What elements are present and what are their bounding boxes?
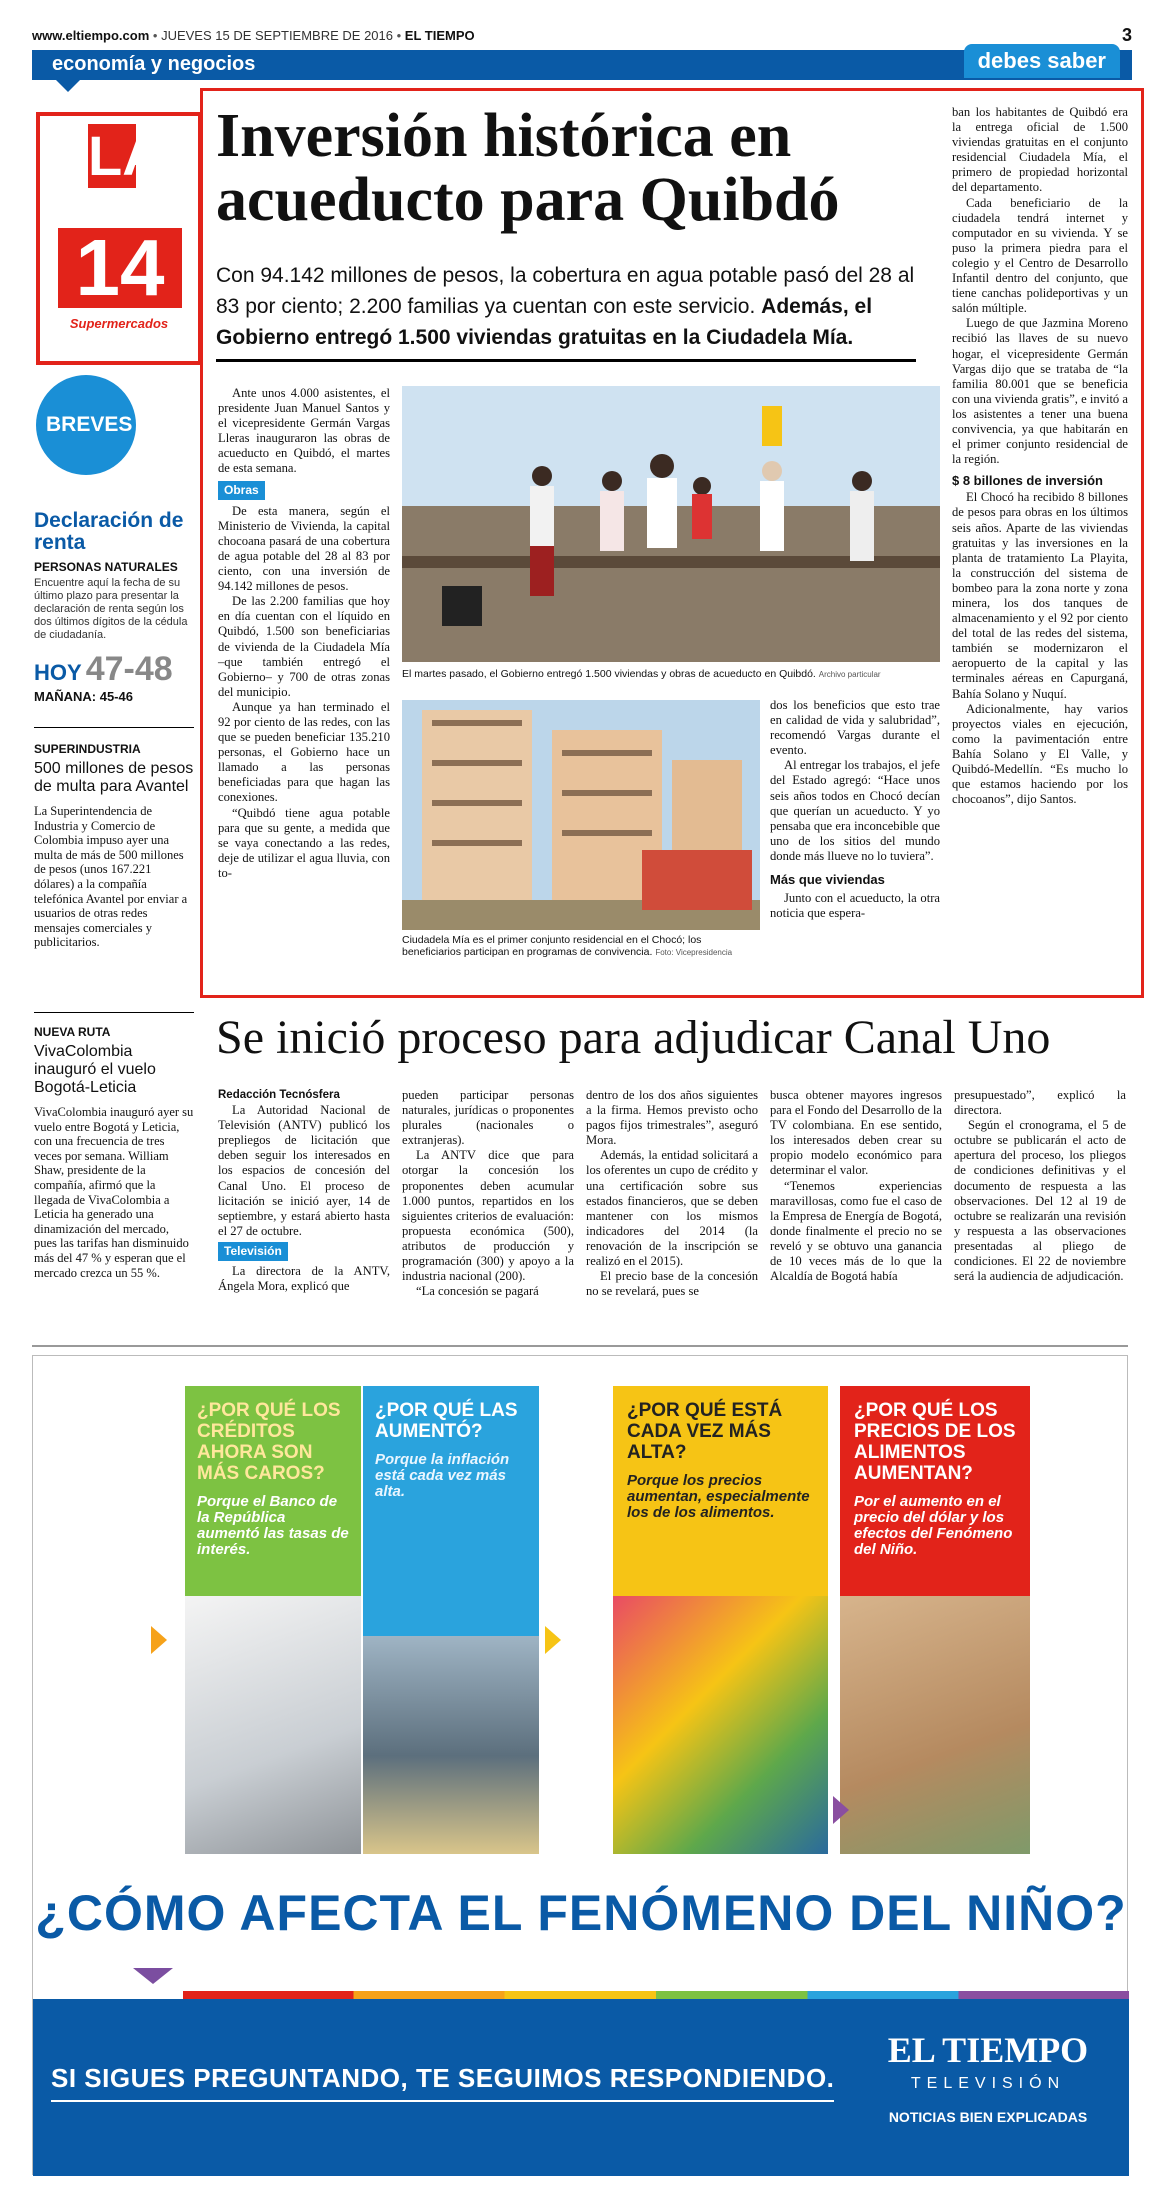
paragraph: “Tenemos experiencias maravillosas, como fue el caso de la Empresa de Energía de Bogotá, donde finalmente el precio no se reveló y se obtuvo una ganancia de 10 veces más de lo que la Alcaldía de Bogotá había [770,1178,942,1284]
ad-panel-3 [613,1386,828,1854]
divider [32,1345,1128,1347]
manana-value: MAÑANA: 45-46 [34,689,133,704]
paragraph: El precio base de la concesión no se revelará, pues se [586,1269,758,1299]
ad-question: ¿POR QUÉ ESTÁ CADA VEZ MÁS ALTA? [627,1400,783,1463]
ad-slogan: SI SIGUES PREGUNTANDO, TE SEGUIMOS RESPONDIENDO. [51,2063,834,2102]
event-photo[interactable] [402,386,940,662]
byline: Redacción Tecnósfera [218,1089,340,1101]
main-col-3 [770,698,940,921]
breves-label: BREVES [46,413,133,436]
caption-credit: Foto: Vicepresidencia [655,948,733,957]
brief-text: La Superintendencia de Industria y Comercio de Colombia impuso ayer una multa de más de 500 millones de pesos (unos 167.221 dólares) a la compañía telefónica Avantel por enviar a usuarios de otras redes mensajes comerciales y publicitarios. [34,804,188,950]
ad-answer: Porque los precios aumentan, especialmente los de los alimentos. [627,1472,810,1521]
section-right-tab[interactable]: debes saber [964,44,1120,78]
building-photo-illustration [402,700,760,930]
section-bar [32,50,1132,80]
second-col-4 [770,1088,942,1284]
divider [34,727,194,728]
deck-bold: Además, el Gobierno entregó 1.500 viviendas gratuitas en la Ciudadela Mía. [216,295,873,349]
worried-man-image [363,1636,539,1854]
el-tiempo-tv: TELEVISIÓN [910,2075,1066,2092]
logo-la: LA [88,124,163,187]
ad-big-question: ¿CÓMO AFECTA EL FENÓMENO DEL NIÑO? [35,1885,1127,1941]
issue-date: JUEVES 15 DE SEPTIEMBRE DE 2016 [161,28,393,43]
paragraph: Adicionalmente, hay varios proyectos viales en ejecución, como la pavimentación entre Bahía Solano y El Valle, y Quibdó-Medellín. “Es mucho lo que estamos haciendo por los chocoanos”, dijo Santos. [952,701,1128,807]
paragraph: La ANTV dice que para otorgar la concesión los proponentes deben acumular 1.000 puntos, repartidos en los siguientes criterios de evaluación: propuesta económica (500), atributos de producción y programación (300) y apoyo a la industria nacional (200). [402,1148,574,1284]
paragraph: presupuestado”, explicó la directora. [954,1088,1126,1118]
event-photo-illustration [402,386,940,662]
ad-panel-4 [840,1386,1030,1854]
ad-tagline: NOTICIAS BIEN EXPLICADAS [888,2109,1088,2125]
hoy-value: 47-48 [85,650,173,688]
ad-answer: Porque la inflación está cada vez más alta. [375,1451,510,1500]
hoy-label: HOY [34,660,82,685]
brand-name: EL TIEMPO [404,28,475,43]
paragraph: “Quibdó tiene agua potable para que su gente, a medida que se vaya conectando a las redes, deje de utilizar el agua lluvia, con to- [218,805,390,880]
arrow-icon [545,1626,561,1654]
ad-panel-1 [185,1386,361,1854]
building-photo[interactable] [402,700,760,930]
section-pointer [56,80,80,92]
main-col-4 [952,105,1128,807]
sponsor-logo[interactable] [36,112,202,365]
brief-kicker: NUEVA RUTA [34,1025,111,1039]
paragraph: dentro de los dos años siguientes a la firma. Hemos previsto ocho pagos fijos trimestrales”, aseguró Mora. [586,1088,758,1148]
deck-light: Con 94.142 millones de pesos, la cobertura en agua potable pasó del 28 al 83 por ciento; 2.200 familias ya cuentan con este servicio. [216,264,915,318]
main-headline: Inversión histórica en acueducto para Quibdó [216,102,840,234]
divider [34,1012,194,1013]
brief-title: 500 millones de pesos de multa para Avantel [34,760,194,795]
brief-text: Encuentre aquí la fecha de su último plazo para presentar la declaración de renta según los dos últimos dígitos de la cédula de ciudadanía. [34,577,188,641]
advertisement[interactable] [32,1355,1128,2175]
brief-title: VivaColombia inauguró el vuelo Bogotá-Leticia [34,1043,156,1096]
logo-14: 14 [58,228,182,308]
top-strip: www.eltiempo.com • JUEVES 15 DE SEPTIEMBRE DE 2016 • EL TIEMPO 3 [32,25,1132,45]
breves-badge [36,375,136,475]
page-number: 3 [1121,25,1132,45]
second-headline: Se inició proceso para adjudicar Canal Uno [216,1011,1051,1064]
second-col-5 [954,1088,1126,1284]
topic-tag[interactable]: Obras [218,481,265,500]
food-image [613,1596,828,1854]
main-deck [216,260,916,362]
paragraph: Cada beneficiario de la ciudadela tendrá internet y computador en su vivienda. Y se puso la primera piedra para el colegio y el Centro de Desarrollo Infantil dentro del conjunto, que tiene canchas polideportivas y un salón múltiple. [952,195,1128,316]
ad-panel-2 [363,1386,539,1854]
site-url[interactable]: www.eltiempo.com [32,28,150,43]
calculator-image [185,1596,361,1854]
arrow-icon [833,1796,849,1824]
logo-subtitle: Supermercados [69,316,169,331]
paragraph: Aunque ya han terminado el 92 por ciento de las redes, con las que se pueden beneficiar 135.210 personas, el Gobierno hace un llamado a las personas beneficiadas para que hagan las conexiones. [218,699,390,805]
color-stripe [183,1991,1129,1999]
paragraph: Además, la entidad solicitará a los oferentes un cupo de crédito y una certificación sobre sus estados financieros, que se deben mantener con los mismos indicadores del 2014 (la renovación de la inscripción se realizó en el 2015). [586,1148,758,1269]
pointer-icon [133,1968,173,1984]
dry-land-image [840,1596,1030,1854]
el-tiempo-logo[interactable]: EL TIEMPO [887,2030,1089,2070]
brief-viva [34,1025,194,1280]
ad-question: ¿POR QUÉ LOS CRÉDITOS AHORA SON MÁS CAROS? [197,1400,341,1484]
paragraph: Al entregar los trabajos, el jefe del Estado agregó: “Hace unos seis años todos en Chocó decían que querían un acueducto. Y yo pensaba que era inconcebible que uno de los sitios del mundo donde más llueve no lo tuviera”. [770,758,940,863]
paragraph: pueden participar personas naturales, jurídicas o proponentes plurales (nacionales o extranjeras). [402,1088,574,1148]
paragraph: Ante unos 4.000 asistentes, el presidente Juan Manuel Santos y el vicepresidente Germán Vargas Lleras inauguraron las obras de acueducto en Quibdó, el martes de esta semana. [218,386,390,476]
brief-kicker: SUPERINDUSTRIA [34,742,141,756]
brief-text: VivaColombia inauguró ayer su vuelo entre Bogotá y Leticia, con una frecuencia de tres veces por semana. William Shaw, presidente de la compañía, afirmó que la llegada de VivaColombia a Leticia ha generado una dinamización del mercado, pues las tarifas han disminuido más del 47 % y esperan que el mercado crezca un 55 %. [34,1105,194,1280]
ad-answer: Porque el Banco de la República aumentó las tasas de interés. [197,1493,349,1558]
caption-text: Ciudadela Mía es el primer conjunto residencial en el Chocó; los beneficiarios participan en programas de convivencia. [402,934,702,958]
paragraph: La directora de la ANTV, Ángela Mora, explicó que [218,1264,390,1294]
brief-avantel [34,742,194,950]
ad-answer: Por el aumento en el precio del dólar y los efectos del Fenómeno del Niño. [854,1493,1013,1558]
brief-renta [34,510,194,704]
ad-footer [33,1999,1129,2176]
caption-credit: Archivo particular [818,670,881,679]
paragraph: De esta manera, según el Ministerio de Vivienda, la capital chocoana pasará de una cobertura de agua potable del 28 al 83 por ciento, con una inversión de 94.142 millones de pesos. [218,503,390,594]
arrow-icon [151,1626,167,1654]
paragraph: “La concesión se pagará [416,1284,539,1299]
subhead: $ 8 billones de inversión [952,473,1103,489]
paragraph: Junto con el acueducto, la otra noticia que espera- [770,891,940,921]
section-title[interactable]: economía y negocios [52,53,256,75]
photo-caption-2 [402,934,760,959]
paragraph: dos los beneficios que esto trae en calidad de vida y salubridad”, recomendó Vargas durante el evento. [770,698,940,758]
main-col-1 [218,386,390,881]
paragraph: Según el cronograma, el 5 de octubre se publicarán el acto de apertura del proceso, los pliegos de condiciones definitivas y el documento de respuesta a las observaciones. Del 12 al 19 de octubre se realizarán una revisión y respuesta a las observaciones presentadas al pliego de condiciones. El 22 de noviembre será la audiencia de adjudicación. [954,1118,1126,1284]
caption-text: El martes pasado, el Gobierno entregó 1.500 viviendas y obras de acueducto en Quibdó. [402,668,816,680]
paragraph: La Autoridad Nacional de Televisión (ANTV) publicó los prepliegos de licitación que deben seguir los interesados en los espacios de concesión del Canal Uno. El proceso de licitación se inició ayer, 14 de septiembre, y estará abierto hasta el 27 de octubre. [218,1103,390,1238]
paragraph: busca obtener mayores ingresos para el Fondo del Desarrollo de la TV colombiana. En ese sentido, los interesados deben crear su propio modelo económico para determinar el valor. [770,1088,942,1178]
ad-question: ¿POR QUÉ LOS PRECIOS DE LOS ALIMENTOS AUMENTAN? [854,1400,1016,1484]
paragraph: De las 2.200 familias que hoy en día cuentan con el líquido en Quibdó, 1.500 son beneficiarias de vivienda de la Ciudadela Mía –que también entregó el Gobierno– y 700 de otras zonas del municipio. [218,594,390,699]
subhead: Más que viviendas [770,872,885,888]
paragraph: El Chocó ha recibido 8 billones de pesos para obras en los últimos seis años. Aparte de las viviendas gratuitas y las inversiones en la planta de tratamiento La Playita, la construcción del sistema de bombeo para la zona norte y zona minera, los dos tanques de almacenamiento y el 92 por ciento del total de las redes del sistema, también se modernizaron el aeropuerto de la capital y las terminales aéreas en Capurganá, Bahía Solano y Nuquí. [952,490,1128,701]
paragraph: ban los habitantes de Quibdó era la entrega oficial de 1.500 viviendas gratuitas en el conjunto residencial Ciudadela Mía, el primero de propiedad horizontal del departamento. [952,105,1128,195]
brief-kicker: PERSONAS NATURALES [34,560,178,574]
paragraph: Luego de que Jazmina Moreno recibió las llaves de su nuevo hogar, el vicepresidente Germán Vargas dijo que se trataba de “la familia 80.001 que se beneficia con una vivienda gratis”, e invitó a los asistentes a tener una buena convivencia, ya que habitarán en el primer conjunto residencial de la región. [952,316,1128,467]
brief-title: Declaración de renta [34,509,184,554]
ad-question: ¿POR QUÉ LAS AUMENTÓ? [375,1400,518,1442]
second-col-3 [586,1088,758,1299]
second-col-2 [402,1088,574,1299]
photo-caption-1 [402,668,940,681]
topic-tag[interactable]: Televisión [218,1242,288,1261]
second-col-1 [218,1088,390,1294]
